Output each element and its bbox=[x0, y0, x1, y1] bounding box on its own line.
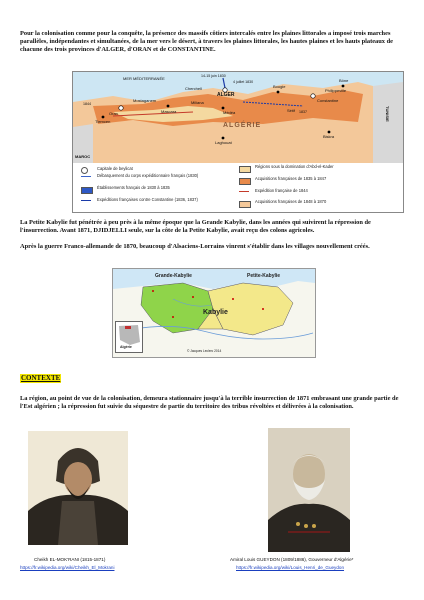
town-dot bbox=[262, 308, 264, 310]
town-dot bbox=[172, 316, 174, 318]
city-laghouat: Laghouat bbox=[215, 140, 232, 145]
legend-establishments: Établissements français de 1830 à 1835 bbox=[97, 185, 170, 190]
morocco-label: MAROC bbox=[75, 154, 91, 159]
sea-label: MER MÉDITERRANÉE bbox=[123, 76, 165, 81]
alsace-lorraine-paragraph: Après la guerre Franco-allemande de 1870, beaucoup d'Alsaciens-Lorrains vinrent s'établir dans les villages nouvellement créés. bbox=[20, 243, 370, 250]
gueydon-link[interactable]: https://fr.wikipedia.org/wiki/Louis_Henri_de_Gueydon bbox=[236, 565, 345, 570]
date-alger: 4 juillet 1830 bbox=[233, 80, 254, 84]
city-biskra: Biskra bbox=[323, 134, 335, 139]
legend-capital: Capitale de beylicat bbox=[97, 166, 133, 171]
town-dot bbox=[192, 296, 194, 298]
city-dot bbox=[222, 137, 225, 140]
tunisia-label: TUNISIE bbox=[385, 106, 390, 122]
city-philippeville: Philippeville bbox=[325, 88, 347, 93]
capital-constantine bbox=[311, 94, 315, 98]
medal-dot bbox=[304, 524, 308, 528]
legend-swatch-establishments bbox=[81, 187, 93, 194]
context-heading: CONTEXTE bbox=[21, 374, 61, 382]
intro-paragraph: Pour la colonisation comme pour la conquête, la présence des massifs côtiers intercalés entre les plaines littorales a imposé trois marches parallèles, indépendantes et simultanées, de la mer vers le désert, à travers les plaines littorales, les hautes plaines et les hauts plateaux de chacune des trois provinces d'ALGER, d'ORAN et de CONSTANTINE. bbox=[20, 30, 393, 53]
town-dot bbox=[232, 298, 234, 300]
city-dot bbox=[222, 107, 225, 110]
map-legend bbox=[73, 163, 403, 212]
city-dot bbox=[277, 91, 280, 94]
city-dot bbox=[167, 105, 170, 108]
city-bougie: Bougie bbox=[273, 84, 286, 89]
city-bone: Bône bbox=[339, 78, 349, 83]
map-credit: © Jacques Leclerc 2014 bbox=[187, 349, 222, 353]
city-mascara: Mascara bbox=[161, 109, 177, 114]
tunisia-area bbox=[373, 82, 403, 164]
legend-1848: Acquisitions françaises de 1848 à 1870 bbox=[255, 199, 327, 204]
city-dot bbox=[328, 131, 331, 134]
city-oran: Oran bbox=[109, 111, 118, 116]
inset-label: Algérie bbox=[120, 345, 132, 349]
date-expedition: 1844 bbox=[83, 102, 91, 106]
town-dot bbox=[152, 290, 154, 292]
uniform-shape bbox=[268, 504, 350, 552]
inset-kabylie-highlight bbox=[125, 326, 131, 329]
grande-kabylie-label: Grande-Kabylie bbox=[155, 273, 192, 279]
capital-oran bbox=[119, 106, 123, 110]
legend-swatch-capital bbox=[81, 167, 88, 174]
legend-abdelkader: Régions sous la domination d'Abd-el-Kader bbox=[255, 164, 334, 169]
medal-dot bbox=[296, 522, 300, 526]
city-setif: Sétif bbox=[287, 108, 296, 113]
petite-kabylie-label: Petite-Kabylie bbox=[247, 273, 281, 279]
date-constantine: 1837 bbox=[299, 110, 307, 114]
city-dot bbox=[342, 85, 345, 88]
date-landing: 14-15 juin 1830 bbox=[201, 74, 226, 78]
kabylie-map bbox=[112, 268, 316, 358]
city-medea: Médéa bbox=[223, 110, 236, 115]
legend-swatch-1848 bbox=[239, 201, 251, 208]
city-constantine: Constantine bbox=[317, 98, 339, 103]
gueydon-portrait-graphic bbox=[268, 428, 350, 552]
kabylie-label: Kabylie bbox=[203, 309, 228, 316]
legend-1844: Expédition française de 1844 bbox=[255, 188, 308, 193]
city-alger: ALGER bbox=[217, 92, 235, 98]
city-miliana: Miliana bbox=[191, 100, 204, 105]
legend-landing: Débarquement du corps expéditionnaire français (1830) bbox=[97, 173, 199, 178]
legend-swatch-abdelkader bbox=[239, 166, 251, 173]
algeria-map-graphic bbox=[73, 72, 403, 164]
medal-dot bbox=[312, 524, 316, 528]
legend-swatch-landing bbox=[81, 176, 91, 177]
city-cherchell: Cherchell bbox=[185, 86, 202, 91]
legend-swatch-1844 bbox=[239, 191, 249, 192]
gueydon-portrait bbox=[268, 428, 350, 552]
mokrani-link[interactable]: https://fr.wikipedia.org/wiki/Cheikh_El_Mokrani bbox=[20, 565, 115, 570]
country-label: ALGÉRIE bbox=[223, 122, 262, 129]
algeria-conquest-map bbox=[72, 71, 404, 213]
insurrection-paragraph: La région, au point de vue de la colonisation, demeura stationnaire jusqu'à la terrible insurrection de 1871 embrasant une grande partie de l'Est algérien ; la répression fut suivie du séquestre de partie du territoire des tribus révoltées et délivrées à la colonisation. bbox=[20, 395, 399, 410]
mokrani-caption: Cheikh EL-MOK'RANI (1815-1871) bbox=[34, 557, 106, 562]
gueydon-caption: Amiral Louis GUEYDON (1809/1886), Gouverneur d'Algérie* bbox=[230, 557, 354, 562]
city-mostaganem: Mostaganem bbox=[133, 98, 157, 103]
legend-constantine: Expéditions françaises contre Constantine (1836, 1837) bbox=[97, 197, 198, 202]
city-tlemcen: Tlemcen bbox=[95, 119, 111, 124]
cloak-shape bbox=[58, 501, 98, 545]
mokrani-portrait bbox=[28, 431, 128, 545]
face-shape bbox=[64, 462, 92, 496]
petite-kabylie-paragraph: La Petite Kabylie fut pénétrée à peu près à la même époque que la Grande Kabylie, dans les années qui suivirent la répression de l'insurrection. Avant 1871, DJIDJELLI seule, sur la côte de la Petite Kabylie, avait reçu des colons agricoles. bbox=[20, 219, 371, 234]
legend-1835: Acquisitions françaises de 1835 à 1847 bbox=[255, 176, 327, 181]
mokrani-portrait-graphic bbox=[28, 431, 128, 545]
algeria-inset bbox=[115, 321, 143, 353]
city-dot bbox=[102, 116, 105, 119]
legend-swatch-1835 bbox=[239, 178, 251, 185]
legend-swatch-constantine bbox=[81, 200, 91, 201]
